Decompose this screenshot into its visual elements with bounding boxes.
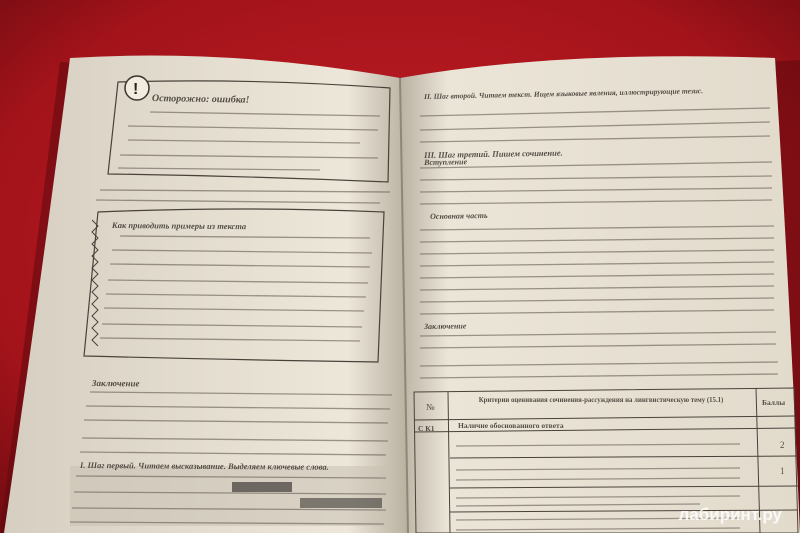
points-one: 1: [780, 466, 785, 476]
step-two-heading: II. Шаг второй. Читаем текст. Ищем языковые явления, иллюстрирующие тезис.: [424, 86, 704, 101]
step-one-heading: I. Шаг первый. Читаем высказывание. Выделяем ключевые слова.: [79, 460, 329, 472]
step-three-heading: III. Шаг третий. Пишем сочинение.: [424, 147, 563, 160]
warning-box-title: Осторожно: ошибка!: [151, 93, 250, 106]
watermark: лабиринт.ру: [678, 505, 782, 524]
main-part-label: Основная часть: [430, 210, 488, 221]
points-two: 2: [780, 440, 785, 450]
table-header-criteria: Критерии оценивания сочинения-рассуждения на лингвистическую тему (15.1): [478, 397, 724, 404]
svg-text:!: !: [133, 81, 139, 98]
dark-highlight: [232, 482, 292, 492]
right-conclusion-label: Заключение: [424, 321, 467, 331]
left-conclusion-label: Заключение: [91, 378, 140, 389]
highlighted-quote: [70, 466, 390, 526]
tips-box-title: Как приводить примеры из текста: [111, 220, 247, 232]
table-row-title: Наличие обоснованного ответа: [458, 421, 564, 430]
table-header-points: Баллы: [762, 398, 786, 407]
intro-label: Вступление: [424, 157, 468, 167]
table-row-code: С К1: [418, 424, 435, 433]
right-page: [400, 56, 800, 533]
table-header-num: №: [426, 402, 435, 412]
dark-highlight: [300, 498, 382, 508]
